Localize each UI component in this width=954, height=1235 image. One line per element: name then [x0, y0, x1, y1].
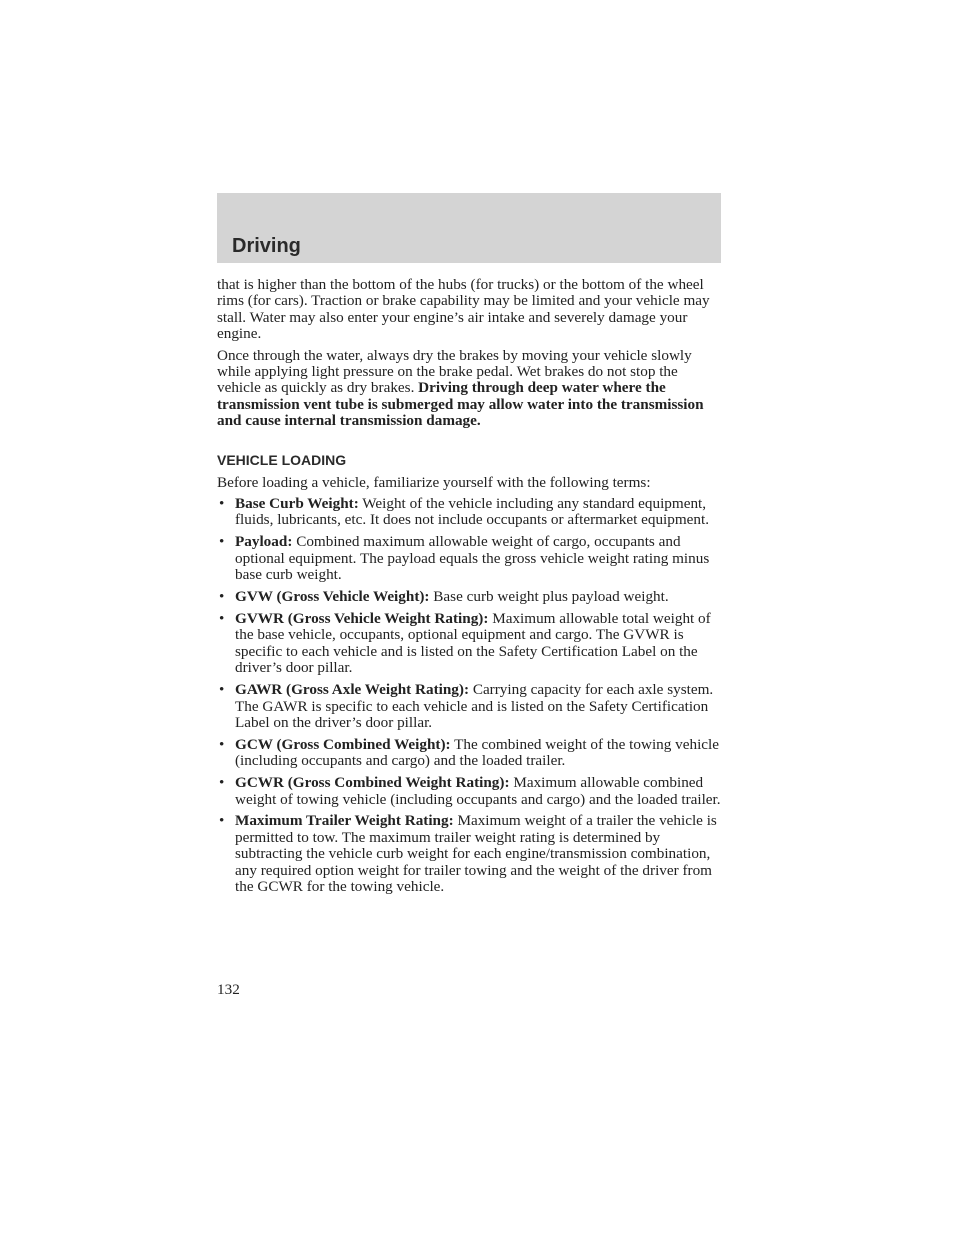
paragraph-water-intro: that is higher than the bottom of the hubs (for trucks) or the bottom of the wheel rims (for cars). Traction or brake capability may be limited and your vehicle may stall. Water may also enter your engine’s air intake and severely damage your engine.: [217, 276, 710, 343]
vehicle-loading-intro: Before loading a vehicle, familiarize yourself with the following terms:: [217, 473, 651, 491]
term-label: GCW (Gross Combined Weight):: [235, 735, 451, 753]
bullet-icon: •: [219, 588, 225, 606]
term-label: Maximum Trailer Weight Rating:: [235, 812, 454, 830]
term-gawr: [217, 682, 723, 731]
term-label: GAWR (Gross Axle Weight Rating):: [235, 681, 470, 699]
term-label: GVW (Gross Vehicle Weight):: [235, 588, 430, 606]
bullet-icon: •: [219, 681, 225, 699]
term-definition: Maximum weight of a trailer the vehicle is permitted to tow. The maximum trailer weight rating is determined by subtracting the vehicle curb weight for each engine/transmission combination, any required option weight for trailer towing and the weight of the driver from the GCWR for the towing vehicle.: [235, 812, 717, 896]
term-payload: [217, 534, 723, 583]
section-title: Driving: [232, 235, 301, 257]
term-definition: The combined weight of the towing vehicle (including occupants and cargo) and the loaded trailer.: [235, 735, 720, 770]
term-definition: Maximum allowable total weight of the base vehicle, occupants, optional equipment and cargo. The GVWR is specific to each vehicle and is listed on the Safety Certification Label on the driver’s door pillar.: [235, 610, 711, 677]
term-label: Payload:: [235, 533, 293, 551]
page-number: 132: [217, 981, 240, 998]
bullet-icon: •: [219, 533, 225, 551]
bullet-icon: •: [219, 774, 225, 792]
term-definition: Carrying capacity for each axle system. The GAWR is specific to each vehicle and is listed on the Safety Certification Label on the driver’s door pillar.: [235, 681, 714, 731]
deep-water-warning: Driving through deep water where the transmission vent tube is submerged may allow water into the transmission and cause internal transmission damage.: [217, 379, 704, 430]
bullet-icon: •: [219, 495, 225, 513]
paragraph-dry-brakes: [217, 348, 723, 430]
term-definition: Maximum allowable combined weight of towing vehicle (including occupants and cargo) and the loaded trailer.: [235, 774, 721, 808]
terms-list: [217, 496, 723, 895]
term-label: GCWR (Gross Combined Weight Rating):: [235, 774, 510, 792]
term-label: Base Curb Weight:: [235, 495, 359, 513]
term-gcwr: [217, 775, 723, 808]
term-label: GVWR (Gross Vehicle Weight Rating):: [235, 610, 489, 627]
vehicle-loading-heading: VEHICLE LOADING: [217, 451, 347, 468]
term-definition: Combined maximum allowable weight of cargo, occupants and optional equipment. The payload equals the gross vehicle weight rating minus base curb weight.: [235, 533, 710, 584]
term-gcw: [217, 737, 723, 770]
term-definition: Weight of the vehicle including any standard equipment, fluids, lubricants, etc. It does not include occupants or aftermarket equipment.: [235, 495, 710, 529]
term-definition: Base curb weight plus payload weight.: [433, 588, 669, 606]
dry-brakes-text: Once through the water, always dry the brakes by moving your vehicle slowly while applying light pressure on the brake pedal. Wet brakes do not stop the vehicle as quickly as dry brakes.: [217, 346, 692, 397]
term-gvw: [217, 589, 723, 605]
term-base-curb-weight: [217, 496, 723, 529]
term-maximum-trailer-weight-rating: [217, 813, 723, 895]
term-gvwr: [217, 611, 723, 677]
bullet-icon: •: [219, 735, 225, 753]
section-header-band: [217, 193, 721, 263]
bullet-icon: •: [219, 610, 225, 627]
page-content: [217, 277, 723, 901]
bullet-icon: •: [219, 812, 225, 830]
